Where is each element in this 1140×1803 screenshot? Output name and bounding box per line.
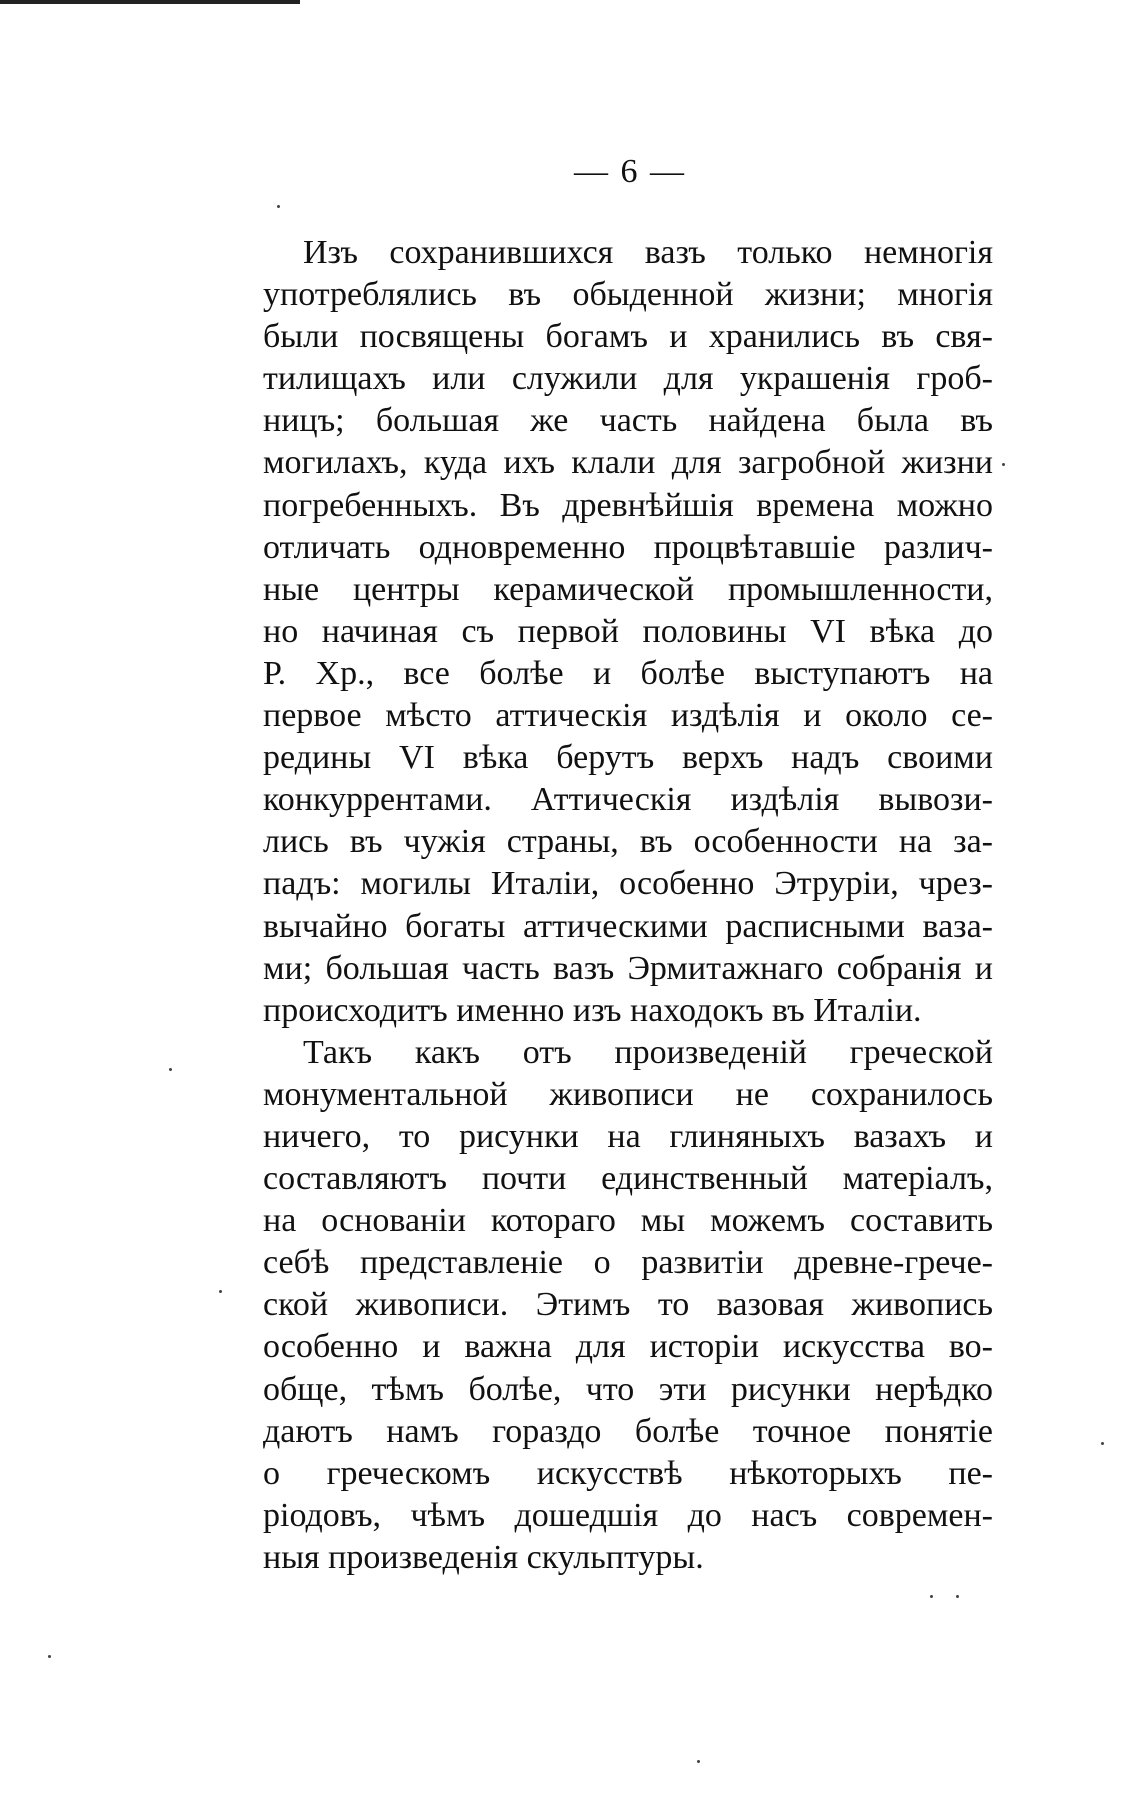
text-line: первое мѣсто аттическія издѣлія и около се-	[263, 697, 993, 735]
text-line: могилахъ, куда ихъ клали для загробной жизни	[263, 444, 993, 482]
text-line: обще, тѣмъ болѣе, что эти рисунки нерѣдко	[263, 1370, 993, 1408]
text-line: составляютъ почти единственный матеріалъ,	[263, 1160, 993, 1198]
top-edge-rule	[0, 0, 300, 4]
text-line: монументальной живописи не сохранилось	[263, 1075, 993, 1113]
scan-speck	[1101, 1442, 1104, 1445]
text-line: даютъ намъ гораздо болѣе точное понятіе	[263, 1412, 993, 1450]
scan-speck	[277, 205, 280, 208]
text-line: особенно и важна для исторіи искусства во-	[263, 1328, 993, 1366]
text-line: происходитъ именно изъ находокъ въ Италіи.	[263, 991, 922, 1029]
text-line: тилищахъ или служили для украшенія гроб-	[263, 360, 993, 398]
scan-speck	[219, 1290, 222, 1293]
scan-speck	[697, 1760, 700, 1763]
text-line: но начиная съ первой половины VI вѣка до	[263, 612, 993, 650]
paragraph-2	[263, 1032, 993, 1579]
scan-speck	[169, 1068, 172, 1071]
text-line: ріодовъ, чѣмъ дошедшія до насъ современ-	[263, 1496, 993, 1534]
body-text	[263, 232, 993, 1579]
text-line: Изъ сохранившихся вазъ только немногія	[303, 234, 993, 271]
scan-speck	[956, 1595, 959, 1598]
scan-speck	[48, 1655, 51, 1658]
text-line: о греческомъ искусствѣ нѣкоторыхъ пе-	[263, 1454, 993, 1492]
text-line: ничего, то рисунки на глиняныхъ вазахъ и	[263, 1117, 993, 1155]
text-line: отличать одновременно процвѣтавшіе различ-	[263, 528, 993, 566]
text-line: погребенныхъ. Въ древнѣйшія времена можно	[263, 486, 993, 524]
text-line: себѣ представленіе о развитіи древне-грече-	[263, 1244, 993, 1282]
text-line: Р. Хр., все болѣе и болѣе выступаютъ на	[263, 654, 993, 692]
text-line: были посвящены богамъ и хранились въ свя-	[263, 318, 993, 356]
text-line: лись въ чужія страны, въ особенности на за-	[263, 823, 993, 861]
text-line: падъ: могилы Италіи, особенно Этруріи, чрез-	[263, 865, 993, 903]
paragraph-1	[263, 232, 993, 1032]
text-line: ской живописи. Этимъ то вазовая живопись	[263, 1286, 993, 1324]
text-line: ницъ; большая же часть найдена была въ	[263, 402, 993, 440]
text-line: вычайно богаты аттическими расписными ваза-	[263, 907, 993, 945]
scan-speck	[1002, 463, 1005, 466]
text-line: ми; большая часть вазъ Эрмитажнаго собранія и	[263, 949, 993, 987]
text-line: конкуррентами. Аттическія издѣлія вывози-	[263, 781, 993, 819]
text-line: ныя произведенія скульптуры.	[263, 1538, 704, 1576]
text-line: ные центры керамической промышленности,	[263, 570, 993, 608]
page-number: — 6 —	[574, 153, 686, 190]
text-line: Такъ какъ отъ произведеній греческой	[303, 1033, 993, 1071]
text-line: редины VI вѣка берутъ верхъ надъ своими	[263, 739, 993, 777]
text-line: на основаніи котораго мы можемъ составить	[263, 1202, 993, 1240]
text-line: употреблялись въ обыденной жизни; многія	[263, 276, 993, 314]
scan-speck	[930, 1595, 933, 1598]
